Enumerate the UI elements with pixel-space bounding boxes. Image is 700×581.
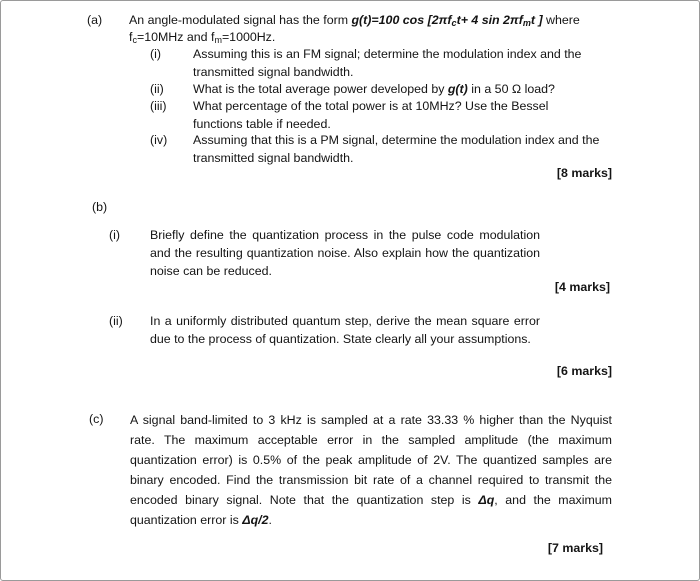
item-number: (ii) (109, 314, 123, 328)
marks-b-i: [4 marks] (554, 280, 610, 294)
part-a-intro-line2 (129, 28, 275, 46)
fc-symbol: f (129, 30, 133, 44)
marks-c: [7 marks] (547, 541, 603, 555)
part-a-intro-line1 (129, 11, 580, 29)
part-c-label: (c) (89, 412, 104, 426)
item-number: (i) (109, 228, 121, 242)
intro-where: where (542, 13, 580, 27)
question-b-ii: In a uniformly distributed quantum step, derive the mean square error due to the process of quantization. State clearly all your assumptions. (150, 314, 540, 346)
question-a-iii: What percentage of the total power is at 10MHz? Use the Bessel functions table if needed. (193, 99, 549, 131)
question-c-main: A signal band-limited to 3 kHz is sampled at a rate 33.33 % higher than the Nyquist rate. The maximum acceptable error in the sampled amplitude (the maximum quantization error) is 0.5% of the peak amplitude of 2V. The quantized samples are binary encoded. Find the transmission bit rate of a channel required to transmit the encoded binary signal. Note that the quantization step is (130, 413, 612, 507)
formula-lhs: g(t)=100 cos [2πf (351, 13, 452, 27)
intro-text: An angle-modulated signal has the form (129, 13, 352, 27)
item-number: (i) (150, 47, 162, 61)
item-number: (ii) (150, 82, 164, 96)
formula-end: t ] (530, 13, 543, 27)
question-a-iv: Assuming that this is a PM signal, determine the modulation index and the transmitted signal bandwidth. (193, 133, 600, 165)
fc-subscript: c (132, 35, 137, 45)
fm-value: =1000Hz. (221, 30, 276, 44)
signal-formula (351, 13, 542, 27)
delta-q-symbol: Δq (478, 493, 495, 507)
signal-symbol: g(t) (447, 82, 468, 96)
question-a-i: Assuming this is an FM signal; determine the modulation index and the transmitted signal bandwidth. (193, 47, 582, 79)
fc-value: =10MHz and f (136, 30, 215, 44)
question-a-ii-pre: What is the total average power developed by (193, 82, 448, 96)
part-a-label: (a) (87, 13, 103, 27)
part-b-label: (b) (92, 200, 108, 214)
item-number: (iv) (150, 133, 168, 147)
formula-mid: t+ 4 sin 2πf (456, 13, 523, 27)
question-b-i: Briefly define the quantization process in the pulse code modulation and the resulting quantization noise. Also explain how the quantization noise can be reduced. (150, 228, 540, 278)
question-c-mid: , and the maximum quantization error is (130, 493, 612, 527)
question-a-ii-post: in a 50 Ω load? (467, 82, 555, 96)
half-delta-q-symbol: Δq/2 (242, 513, 269, 527)
marks-a: [8 marks] (556, 166, 612, 180)
marks-b-ii: [6 marks] (556, 364, 612, 378)
question-a-ii (193, 80, 555, 98)
question-c-end: . (268, 513, 272, 527)
subscript-c: c (451, 18, 457, 28)
question-c (130, 410, 612, 530)
subscript-m: m (522, 18, 531, 28)
item-number: (iii) (150, 99, 167, 113)
fm-subscript: m (214, 35, 222, 45)
